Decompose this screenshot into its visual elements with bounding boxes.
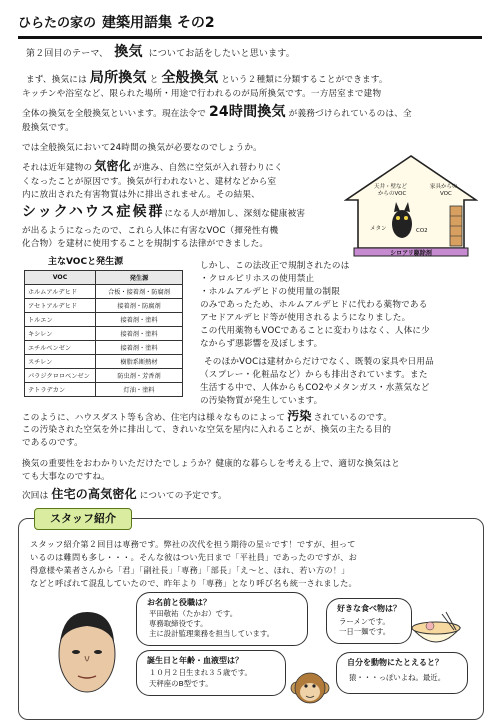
para2-line1: では全般換気において24時間の換気が必要なのでしょうか。 [22,143,262,153]
para2-line3: くなったことが原因です。換気が行われないと、建材などから室 [22,177,277,187]
para2-line7: 化合物）を建材に使用することを規制する法律ができました。 [22,239,269,249]
label-ceiling2: からのVOC [378,191,407,197]
para3-line: この代用薬物もVOCであることに変わりはなく、人体に少 [200,326,430,336]
para5-line1: このように、ハウスダスト等も含め、住宅内は様々なものによって 汚染 されているのです。 [22,409,393,423]
staff-portrait-icon [52,606,122,698]
para4-line: （スプレー・化粧品など）からも排出されています。また [200,370,428,380]
para6-line2: ても大事なのですね。 [22,472,110,482]
term-local-ventilation: 局所換気 [89,70,147,86]
label-furniture2: VOC [440,191,452,197]
staff-tag: スタッフ紹介 [34,508,132,530]
bubble-food: 好きな食べ物は？ ラーメンです。 一日一麺です。 [326,598,412,644]
para5-line3: であるのです。 [22,438,83,448]
para5-line2: この汚染された空気を外に排出して、きれいな空気を屋内に入れることが、換気の主たる目的 [22,425,392,435]
cat-icon [392,210,412,238]
voc-table-title: 主なVOCと発生源 [48,257,124,267]
para2-line2: それは近年建物の 気密化 が進み、自然に空気が入れ替わりにく [22,159,283,173]
monkey-icon [290,668,330,708]
term-next-topic: 住宅の高気密化 [51,487,137,501]
table-row: アセトアルデヒド 接着剤・防腐剤 [25,299,183,313]
intro-line: 第２回目のテーマ、 換気 についてお話をしたいと思います。 [26,44,295,60]
bubble-animal: 自分を動物にたとえると？ 猿・・・っぽいよね。最近。 [336,652,468,694]
house-illustration [344,154,478,258]
para1-line1: まず、換気には 局所換気 と 全般換気 という２種類に分類することができます。 [26,70,388,86]
staff-line: いるのは難問も多し・・・。そんな彼はつい先日まで「平社員」であったのですが、お [30,552,358,562]
label-methane: メタン [370,226,387,232]
para2-line6: が出るようになったので、これら人体に有害なVOC（揮発性有機 [22,226,279,236]
label-co2: CO2 [416,228,428,234]
table-row: スチレン 樹脂系断熱材 [25,355,183,369]
para4-line: 生活する中で、人体からもCO2やメタンガス・水蒸気など [200,383,430,393]
page-title [18,10,482,39]
para1-line4: 般換気です。 [22,123,75,133]
ramen-bowl-icon [408,610,464,654]
para3-line: ・クロルピリホスの使用禁止 [200,274,315,284]
staff-line: などと呼ばれて混乱していたので、昨年より「専務」となり呼び名も統一されました。 [30,578,357,588]
para2-line4: 内に放出された有害物質は外に排出されません。その結果、 [22,190,260,200]
table-row: テトラデカン 灯油・塗料 [25,383,183,397]
term-airtight: 気密化 [94,159,131,173]
term-pollution: 汚染 [287,409,312,423]
title-part1: ひらたの家の [18,16,97,31]
term-general-ventilation: 全般換気 [161,70,219,86]
para3-line: アセドアルデヒド等が使用されるようになりました。 [200,313,411,323]
para3-line: ・ホルムアルデヒドの使用量の制限 [200,287,341,297]
para3-line: しかし、この法改正で規制されたのは [200,261,350,271]
label-furniture: 家具からの [430,184,458,190]
title-part2: 建築用語集 その2 [102,15,215,31]
para1-line3: 全体の換気を全般換気といいます。現在法令で 24時間換気 が義務づけられているのは、全 [22,104,412,120]
table-row: パラジクロロベンゼン 防虫剤・芳香剤 [25,369,183,383]
bubble-name: お名前と役職は？ 平田敬祐（たかお）です。 専務取締役です。 主に設計監理業務を担当しています。 [136,592,308,646]
table-row: キシレン 接着剤・塗料 [25,327,183,341]
label-ceiling: 天井・壁など [374,184,408,190]
floor-label: シロアリ駆除剤 [390,250,432,257]
voc-table: VOC 発生源 ホルムアルデヒド 合板・接着剤・防腐剤 アセトアルデヒド 接着剤・防腐剤 トルエン 接着剤・塗料 キシレン 接着剤・塗料 エチルベンゼン 接着剤・塗料 スチレン 樹脂系断熱材 パラジクロロベンゼン 防虫剤・芳香剤 テトラデカン 灯油・塗料 [24,270,183,397]
para2-line5: シックハウス症候群になる人が増加し、深刻な健康被害 [22,204,306,220]
staff-line: 得意様や業者さんから「君」「副社長」「専務」「部長」「え～と、ほれ、若い方の！」 [30,565,350,575]
next-topic: 次回は 住宅の高気密化 についての予定です。 [22,487,227,501]
table-row: トルエン 接着剤・塗料 [25,313,183,327]
bubble-birthday: 誕生日と年齢・血液型は？ １０月２日生まれ３５歳です。 天秤座のB型です。 [136,650,286,696]
theme-kanki: 換気 [114,44,143,60]
staff-line: スタッフ紹介第２回目は専務です。弊社の次代を担う期待の星☆です！ですが、担って [30,539,356,549]
para3-line: のみであったため、ホルムアルデヒドに代わる薬物である [200,300,428,310]
table-row: ホルムアルデヒド 合板・接着剤・防腐剤 [25,285,183,299]
para4-line: の汚染物質が発生しています。 [200,396,323,406]
para4-line: そのほかVOCは建材からだけでなく、既製の家具や日用品 [204,357,434,367]
term-24h-ventilation: 24時間換気 [208,104,286,120]
para1-line2: キッチンや浴室など、限られた場所・用途で行われるのが局所換気です。一方居室まで建物 [22,89,382,99]
table-row: エチルベンゼン 接着剤・塗料 [25,341,183,355]
para3-line: なからず悪影響を及ぼします。 [200,339,323,349]
term-sick-house: シックハウス症候群 [22,204,165,220]
para6-line1: 換気の重要性をおわかりいただけたでしょうか？健康的な暮らしを考える上で、適切な換気はと [22,459,400,469]
